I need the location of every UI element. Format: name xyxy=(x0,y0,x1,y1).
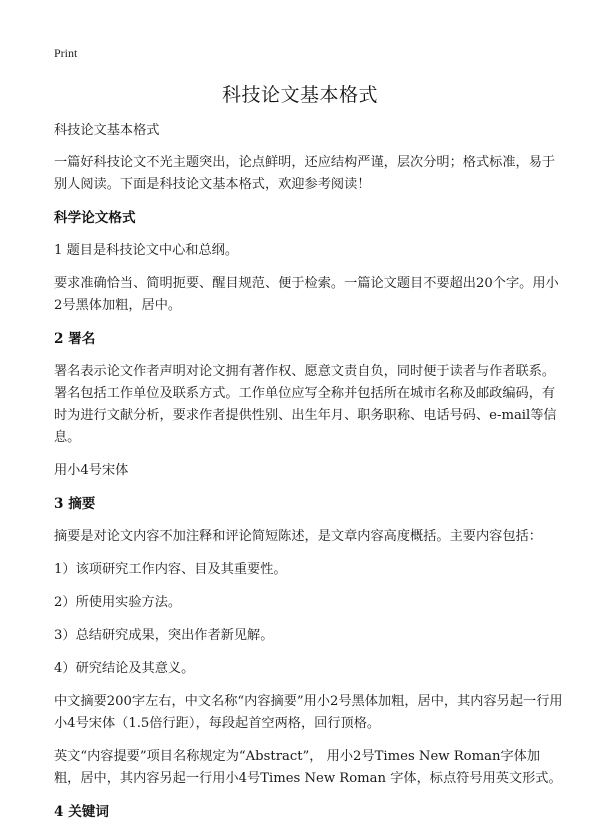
abstract-list-item: 2）所使用实验方法。 xyxy=(54,595,182,610)
section-heading-format: 科学论文格式 xyxy=(54,210,136,226)
title-requirement-paragraph: 要求准确恰当、简明扼要、醒目规范、便于检索。一篇论文题目不要超出20个字。用小2号黑体加粗，居中。 xyxy=(54,276,559,313)
signature-font-paragraph: 用小4号宋体 xyxy=(54,463,129,478)
abstract-chinese-paragraph: 中文摘要200字左右，中文名称“内容摘要”用小2号黑体加粗，居中，其内容另起一行用小4号宋体（1.5倍行距），每段起首空两格，回行顶格。 xyxy=(54,694,563,731)
section-heading-abstract: 3 摘要 xyxy=(54,496,96,512)
section-heading-signature: 2 署名 xyxy=(54,331,96,347)
abstract-intro-paragraph: 摘要是对论文内容不加注释和评论简短陈述，是文章内容高度概括。主要内容包括： xyxy=(54,529,542,544)
print-label: Print xyxy=(54,46,78,60)
abstract-english-paragraph: 英文“内容提要”项目名称规定为“Abstract”， 用小2号Times New Roman字体加粗，居中，其内容另起一行用小4号Times New Roman 字体，标点符号用英文形式。 xyxy=(54,749,562,786)
page-title: 科技论文基本格式 xyxy=(221,84,378,106)
section-heading-keywords: 4 关键词 xyxy=(54,804,109,820)
article-body xyxy=(54,120,564,834)
article-subtitle: 科技论文基本格式 xyxy=(54,123,160,138)
signature-paragraph: 署名表示论文作者声明对论文拥有著作权、愿意文责自负，同时便于读者与作者联系。署名包括工作单位及联系方式。工作单位应写全称并包括所在城市名称及邮政编码，有时为进行文献分析，要求作者提供性别、出生年月、职务职称、电话号码、e-mail等信息。 xyxy=(54,364,557,445)
title-item-paragraph: 1 题目是科技论文中心和总纲。 xyxy=(54,243,239,258)
abstract-list-item: 4）研究结论及其意义。 xyxy=(54,661,195,676)
abstract-list-item: 3）总结研究成果，突出作者新见解。 xyxy=(54,628,274,643)
intro-paragraph: 一篇好科技论文不光主题突出，论点鲜明，还应结构严谨，层次分明；格式标准，易于别人阅读。下面是科技论文基本格式，欢迎参考阅读！ xyxy=(54,155,556,192)
abstract-list-item: 1）该项研究工作内容、目及其重要性。 xyxy=(54,562,287,577)
